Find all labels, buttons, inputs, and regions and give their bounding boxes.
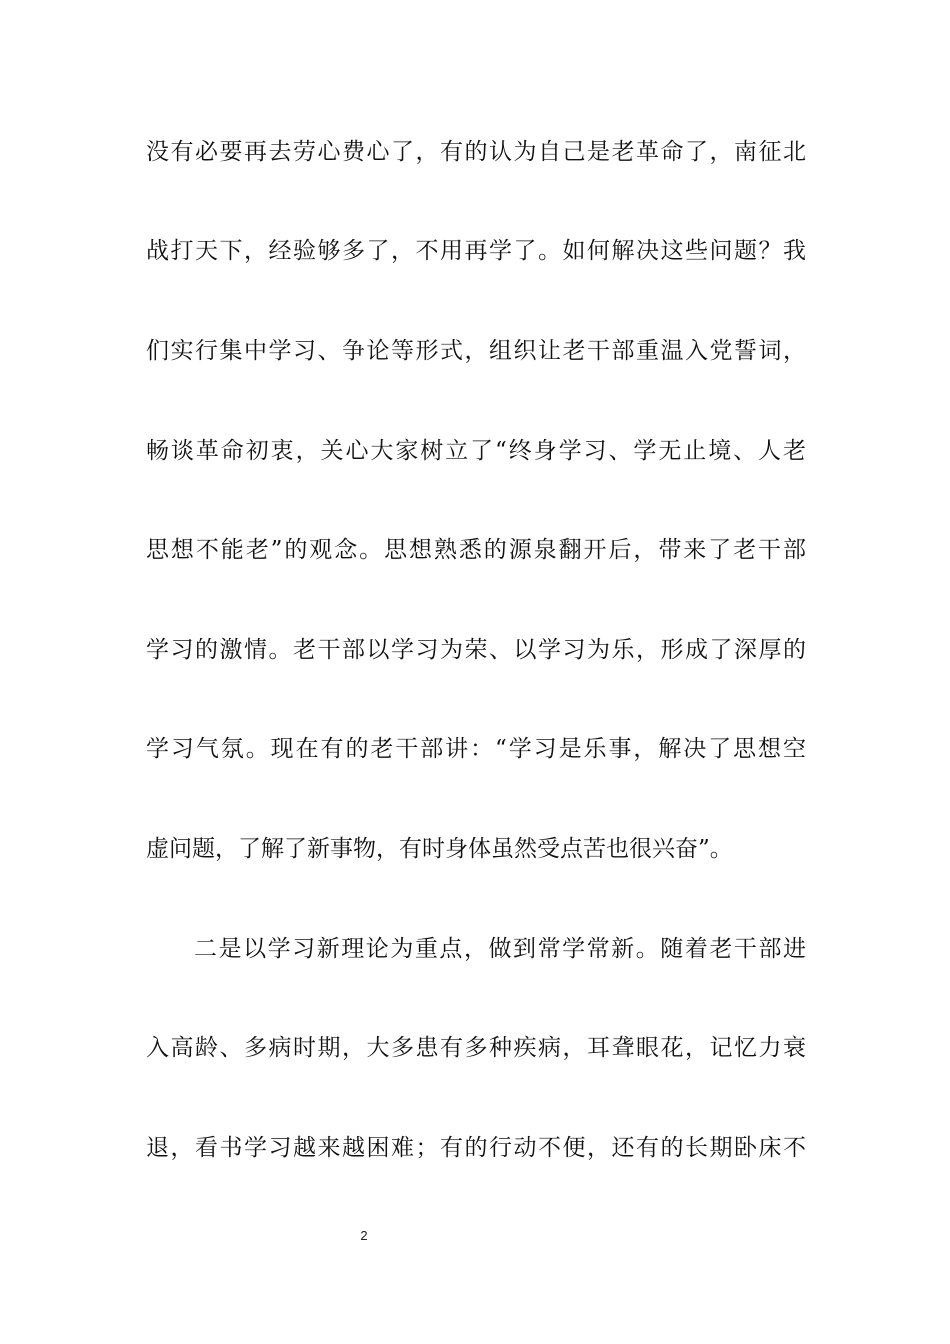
body-text-line: 虚问题，了解了新事物，有时身体虽然受点苦也很兴奋”。 (146, 836, 733, 862)
body-text-line: 入高龄、多病时期，大多患有多种疾病，耳聋眼花，记忆力衰 (146, 1035, 806, 1061)
body-text-line: 思想不能老”的观念。思想熟悉的源泉翻开后，带来了老干部 (146, 537, 806, 563)
body-text-line: 学习气氛。现在有的老干部讲：“学习是乐事，解决了思想空 (146, 736, 806, 762)
body-text-line: 畅谈革命初衷，关心大家树立了“终身学习、学无止境、人老 (146, 438, 806, 464)
body-text-line: 们实行集中学习、争论等形式，组织让老干部重温入党誓词， (146, 338, 806, 364)
body-text-line: 学习的激情。老干部以学习为荣、以学习为乐，形成了深厚的 (146, 637, 806, 663)
page-number: 2 (360, 1228, 368, 1243)
body-text-line: 没有必要再去劳心费心了，有的认为自己是老革命了，南征北 (146, 139, 806, 165)
paragraph-first-line: 二是以学习新理论为重点，做到常学常新。随着老干部进 (194, 936, 806, 962)
body-text-line: 退，看书学习越来越困难；有的行动不便，还有的长期卧床不 (146, 1135, 806, 1161)
body-text-line: 战打天下，经验够多了，不用再学了。如何解决这些问题？我 (146, 238, 806, 264)
